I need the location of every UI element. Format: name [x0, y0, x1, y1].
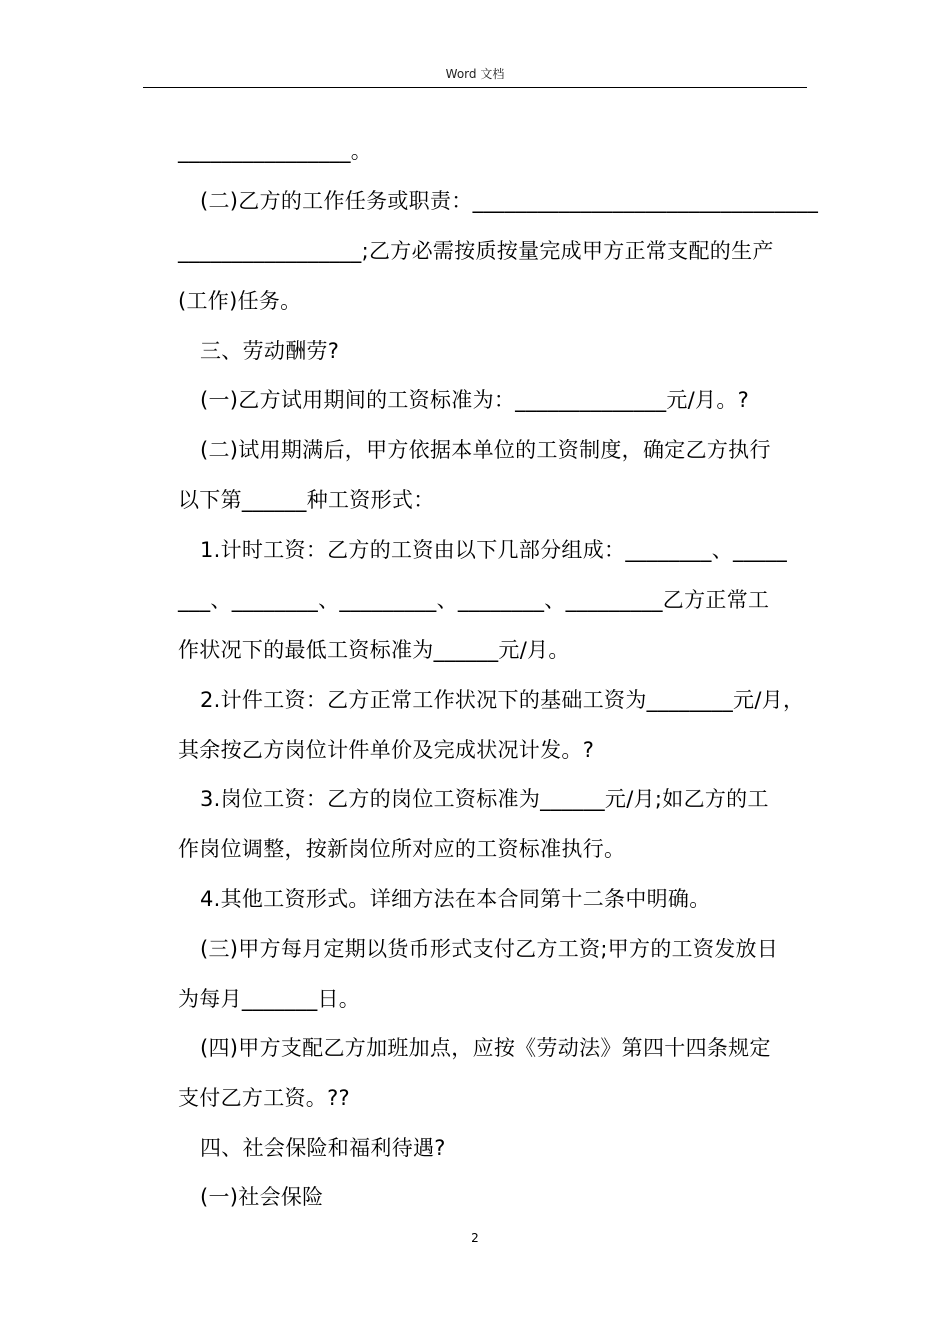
text-line: ___、________、_________、________、_________乙方正常工: [178, 588, 770, 612]
text-line: (二)乙方的工作任务或职责：________________________________: [200, 189, 819, 213]
text-line: (四)甲方支配乙方加班加点，应按《劳动法》第四十四条规定: [200, 1036, 771, 1060]
text-line: 1.计时工资：乙方的工资由以下几部分组成：________、_____: [200, 538, 788, 562]
text-line: 2.计件工资：乙方正常工作状况下的基础工资为________元/月，: [200, 688, 805, 712]
text-line: (二)试用期满后，甲方依据本单位的工资制度，确定乙方执行: [200, 438, 771, 462]
text-line: 以下第______种工资形式：: [178, 488, 435, 512]
text-line: ________________。: [178, 139, 373, 163]
text-line: 其余按乙方岗位计件单价及完成状况计发。?: [178, 738, 595, 762]
text-line: (一)社会保险: [200, 1185, 324, 1209]
page-number: 2: [471, 1231, 479, 1245]
text-line: 支付乙方工资。??: [178, 1086, 350, 1110]
text-line: _________________;乙方必需按质按量完成甲方正常支配的生产: [178, 239, 774, 263]
text-line: (一)乙方试用期间的工资标准为：______________元/月。?: [200, 388, 750, 412]
text-line: 作岗位调整，按新岗位所对应的工资标准执行。: [178, 837, 626, 861]
text-line: (三)甲方每月定期以货币形式支付乙方工资;甲方的工资发放日: [200, 937, 779, 961]
page-header-title: Word 文档: [445, 67, 505, 81]
header-rule: [143, 87, 807, 88]
text-line: 为每月_______日。: [178, 987, 361, 1011]
text-line: 4.其他工资形式。详细方法在本合同第十二条中明确。: [200, 887, 711, 911]
text-line: 3.岗位工资：乙方的岗位工资标准为______元/月;如乙方的工: [200, 787, 769, 811]
text-line: (工作)任务。: [178, 289, 302, 313]
text-line: 作状况下的最低工资标准为______元/月。: [178, 638, 570, 662]
section-heading: 三、劳动酬劳?: [200, 339, 340, 363]
section-heading: 四、社会保险和福利待遇?: [200, 1136, 446, 1160]
